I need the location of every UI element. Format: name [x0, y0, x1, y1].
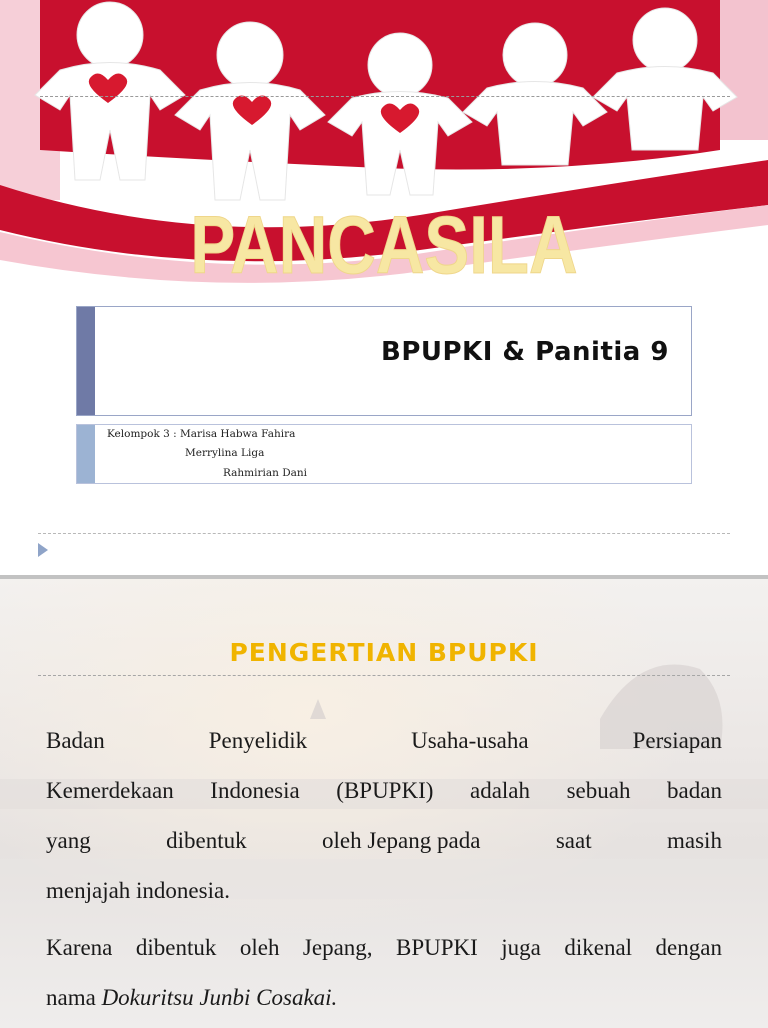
- word: Persiapan: [632, 728, 722, 753]
- word: sebuah: [566, 778, 631, 803]
- word: masih: [667, 828, 722, 853]
- text-line: [46, 716, 722, 766]
- text-line: [46, 923, 722, 973]
- word: Karena: [46, 935, 113, 960]
- paragraph-definition: [46, 716, 722, 916]
- word: yang: [46, 828, 91, 853]
- section-heading: PENGERTIAN BPUPKI: [229, 638, 539, 667]
- word: oleh Jepang pada: [322, 828, 481, 853]
- paragraph-alias: [46, 923, 722, 1023]
- dashed-divider: [38, 533, 730, 534]
- word: adalah: [469, 778, 530, 803]
- slide-pengertian: [0, 575, 768, 1024]
- text-line: [46, 973, 722, 1023]
- text-line: [46, 766, 722, 816]
- text-line: [46, 866, 722, 916]
- word: Badan: [46, 728, 105, 753]
- group-line-1: Kelompok 3 : Marisa Habwa Fahira: [107, 428, 296, 440]
- word: Penyelidik: [208, 728, 308, 753]
- italic-term: Dokuritsu Junbi Cosakai.: [101, 985, 338, 1010]
- word: dibentuk: [135, 935, 217, 960]
- dashed-divider: [38, 675, 730, 676]
- word: nama: [46, 985, 102, 1010]
- word: dikenal: [564, 935, 633, 960]
- word: dengan: [655, 935, 722, 960]
- group-members-box: [76, 424, 692, 484]
- word: oleh: [239, 935, 280, 960]
- word: Jepang,: [302, 935, 373, 960]
- word: Kemerdekaan: [46, 778, 174, 803]
- word: menjajah indonesia.: [46, 878, 230, 903]
- title-accent-bar: [77, 307, 95, 415]
- word: Indonesia: [210, 778, 300, 803]
- word: (BPUPKI): [336, 778, 434, 803]
- title-box: [76, 306, 692, 416]
- word: Usaha-usaha: [411, 728, 529, 753]
- word: dibentuk: [166, 828, 247, 853]
- text-line: [46, 816, 722, 866]
- logo-text: PANCASILA: [190, 198, 578, 291]
- dashed-divider: [40, 96, 730, 97]
- play-triangle-icon: [38, 543, 48, 557]
- subtitle-accent-bar: [77, 425, 95, 483]
- group-line-2: Merrylina Liga: [185, 447, 265, 459]
- word: BPUPKI: [396, 935, 478, 960]
- word: badan: [667, 778, 722, 803]
- pancasila-logo: [190, 195, 578, 291]
- slide-title-text: BPUPKI & Panitia 9: [381, 337, 669, 367]
- word: saat: [555, 828, 592, 853]
- word: juga: [501, 935, 541, 960]
- group-line-3: Rahmirian Dani: [223, 467, 308, 479]
